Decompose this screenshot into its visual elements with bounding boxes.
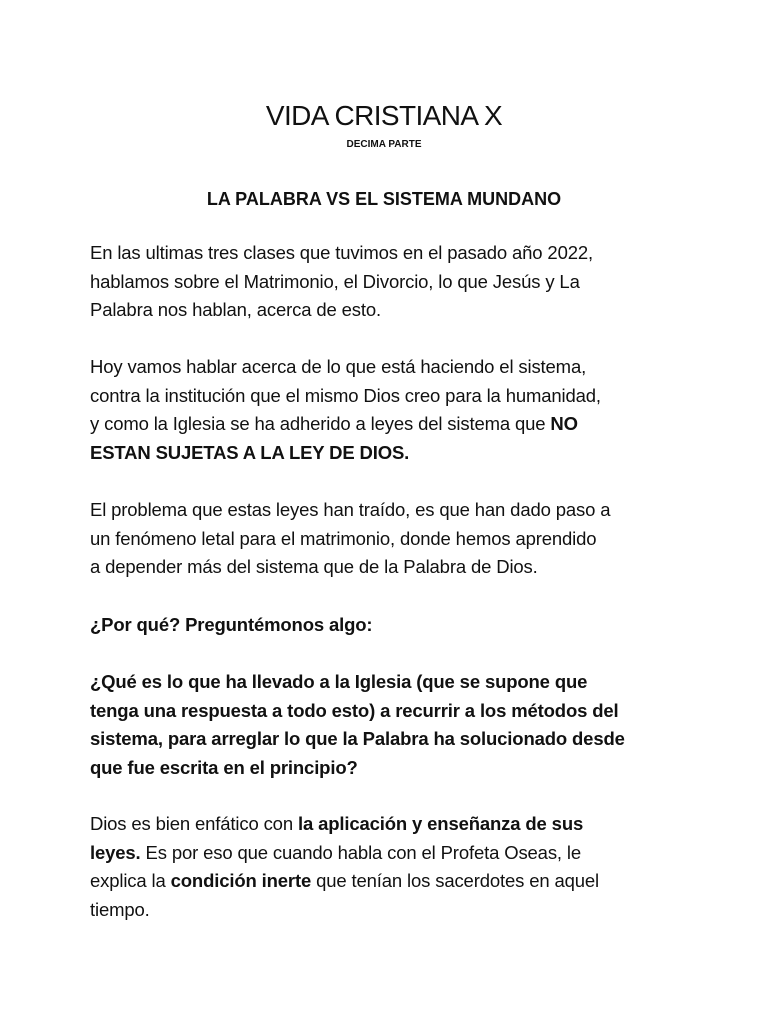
text-bold: ESTAN SUJETAS A LA LEY DE DIOS. [90,442,410,464]
paragraph-line: El problema que estas leyes han traído, es que han dado paso a [90,499,611,520]
document-title: VIDA CRISTIANA X [265,100,503,131]
paragraph-1 [90,239,690,325]
paragraph-line [90,867,690,896]
paragraph-line: contra la institución que el mismo Dios creo para la humanidad, [90,384,601,406]
bold-line: ¿Qué es lo que ha llevado a la Iglesia (que se supone que [90,671,588,692]
paragraph-line: Palabra nos hablan, acerca de esto. [90,299,381,321]
paragraph-line: hablamos sobre el Matrimonio, el Divorcio, lo que Jesús y La [90,270,580,292]
text-normal: que tenían los sacerdotes en aquel [311,870,599,892]
bold-line: que fue escrita en el principio? [90,757,358,779]
text-bold: condición inerte [170,870,312,892]
text-normal: Dios es bien enfático con [90,813,298,834]
text-bold: leyes. [90,841,141,863]
section-heading: LA PALABRA VS EL SISTEMA MUNDANO [206,189,562,209]
bold-line: sistema, para arreglar lo que la Palabra ha solucionado desde [90,728,625,750]
text-normal: Es por eso que cuando habla con el Profeta Oseas, le [140,841,581,863]
paragraph-6 [90,810,690,925]
paragraph-line [90,839,690,868]
document-subtitle: DECIMA PARTE [346,139,422,150]
paragraph-2 [90,353,690,468]
paragraph-5 [90,668,690,783]
text-normal: y como la Iglesia se ha adherido a leyes del sistema que [90,413,551,435]
bold-line: tenga una respuesta a todo esto) a recurrir a los métodos del [90,699,619,721]
bold-question: ¿Por qué? Preguntémonos algo: [90,614,373,635]
paragraph-3 [90,496,690,582]
paragraph-line: Hoy vamos hablar acerca de lo que está haciendo el sistema, [90,356,587,377]
paragraph-line: tiempo. [90,899,150,921]
paragraph-line: un fenómeno letal para el matrimonio, donde hemos aprendido [90,527,597,549]
paragraph-line [90,439,690,468]
paragraph-4 [90,611,690,640]
paragraph-line [90,810,690,839]
text-bold: NO [550,413,578,435]
paragraph-line: En las ultimas tres clases que tuvimos en el pasado año 2022, [90,242,593,263]
text-normal: explica la [90,870,171,892]
text-bold: la aplicación y enseñanza de sus [297,813,584,834]
paragraph-line [90,410,690,439]
paragraph-line: a depender más del sistema que de la Palabra de Dios. [90,556,538,578]
